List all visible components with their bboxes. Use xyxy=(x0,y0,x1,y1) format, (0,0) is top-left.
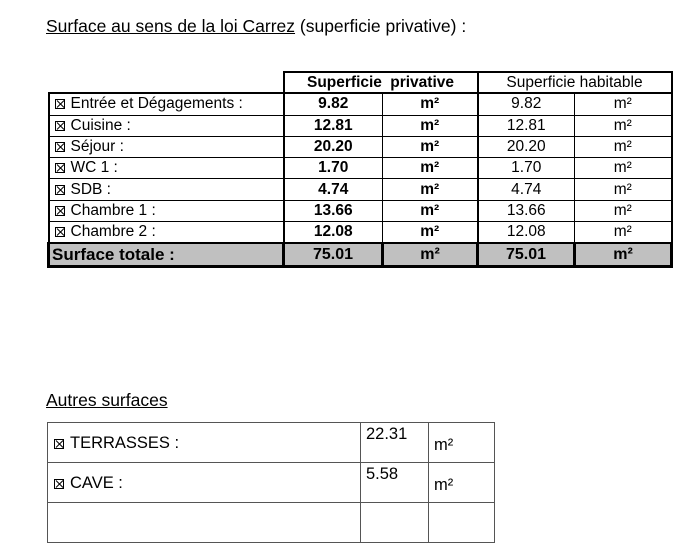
surface-unit: m² xyxy=(429,423,495,463)
row-label: Séjour : xyxy=(70,138,124,156)
row-label: WC 1 : xyxy=(70,159,118,177)
table-row xyxy=(49,93,672,115)
privative-unit: m² xyxy=(383,222,478,244)
privative-value: 12.08 xyxy=(284,222,383,244)
total-privative-value: 75.01 xyxy=(284,243,383,267)
surface-value xyxy=(361,503,429,543)
table-row xyxy=(49,179,672,200)
row-label: Entrée et Dégagements : xyxy=(70,95,243,113)
row-label-cell xyxy=(49,136,284,157)
habitable-value: 13.66 xyxy=(478,200,575,221)
table-row xyxy=(48,503,495,543)
habitable-unit: m² xyxy=(575,200,672,221)
row-label-cell xyxy=(48,423,361,463)
table-row xyxy=(49,158,672,179)
habitable-unit: m² xyxy=(575,222,672,244)
row-label: Chambre 1 : xyxy=(70,201,156,219)
privative-unit: m² xyxy=(383,93,478,115)
habitable-unit: m² xyxy=(575,158,672,179)
habitable-unit: m² xyxy=(575,179,672,200)
privative-unit: m² xyxy=(383,115,478,136)
row-label: CAVE : xyxy=(70,474,123,492)
row-label: Cuisine : xyxy=(70,116,131,134)
header-row xyxy=(49,72,672,93)
privative-value: 9.82 xyxy=(284,93,383,115)
privative-unit: m² xyxy=(383,158,478,179)
habitable-unit: m² xyxy=(575,93,672,115)
checkbox-checked-icon[interactable] xyxy=(55,163,65,173)
privative-unit: m² xyxy=(383,200,478,221)
table-row xyxy=(49,222,672,244)
header-superficie-privative: Superficie privative xyxy=(284,72,478,93)
total-label: Surface totale : xyxy=(49,243,284,267)
surface-unit: m² xyxy=(429,463,495,503)
total-row xyxy=(49,243,672,267)
privative-value: 13.66 xyxy=(284,200,383,221)
habitable-value: 4.74 xyxy=(478,179,575,200)
privative-unit: m² xyxy=(383,179,478,200)
row-label-cell xyxy=(49,200,284,221)
privative-value: 1.70 xyxy=(284,158,383,179)
total-privative-unit: m² xyxy=(383,243,478,267)
table-row xyxy=(49,200,672,221)
habitable-value: 20.20 xyxy=(478,136,575,157)
table-row xyxy=(49,136,672,157)
other-surfaces-table xyxy=(47,422,495,543)
privative-unit: m² xyxy=(383,136,478,157)
table-row xyxy=(48,463,495,503)
section-title-carrez xyxy=(46,16,466,37)
total-habitable-value: 75.01 xyxy=(478,243,575,267)
privative-value: 4.74 xyxy=(284,179,383,200)
checkbox-checked-icon[interactable] xyxy=(54,439,64,449)
habitable-value: 9.82 xyxy=(478,93,575,115)
habitable-unit: m² xyxy=(575,136,672,157)
privative-value: 20.20 xyxy=(284,136,383,157)
row-label-cell xyxy=(49,93,284,115)
row-label: SDB : xyxy=(70,180,111,198)
checkbox-checked-icon[interactable] xyxy=(55,99,65,109)
privative-value: 12.81 xyxy=(284,115,383,136)
checkbox-checked-icon[interactable] xyxy=(54,479,64,489)
row-label-cell xyxy=(49,179,284,200)
surface-value: 22.31 xyxy=(361,423,429,463)
row-label: TERRASSES : xyxy=(70,434,180,452)
carrez-surface-table xyxy=(47,71,673,268)
surface-value: 5.58 xyxy=(361,463,429,503)
surface-unit xyxy=(429,503,495,543)
table-row xyxy=(48,423,495,463)
habitable-unit: m² xyxy=(575,115,672,136)
row-label-cell xyxy=(48,503,361,543)
row-label-cell xyxy=(49,222,284,244)
header-superficie-habitable: Superficie habitable xyxy=(478,72,672,93)
section-title-autres-surfaces: Autres surfaces xyxy=(46,390,168,410)
title-rest: (superficie privative) : xyxy=(295,16,467,36)
checkbox-checked-icon[interactable] xyxy=(55,206,65,216)
header-empty-cell xyxy=(49,72,284,93)
checkbox-checked-icon[interactable] xyxy=(55,142,65,152)
total-habitable-unit: m² xyxy=(575,243,672,267)
row-label-cell xyxy=(48,463,361,503)
title-underlined: Surface au sens de la loi Carrez xyxy=(46,16,296,36)
checkbox-checked-icon[interactable] xyxy=(55,227,65,237)
habitable-value: 1.70 xyxy=(478,158,575,179)
habitable-value: 12.81 xyxy=(478,115,575,136)
row-label-cell xyxy=(49,115,284,136)
row-label-cell xyxy=(49,158,284,179)
checkbox-checked-icon[interactable] xyxy=(55,185,65,195)
row-label: Chambre 2 : xyxy=(70,223,156,241)
table-row xyxy=(49,115,672,136)
checkbox-checked-icon[interactable] xyxy=(55,121,65,131)
habitable-value: 12.08 xyxy=(478,222,575,244)
